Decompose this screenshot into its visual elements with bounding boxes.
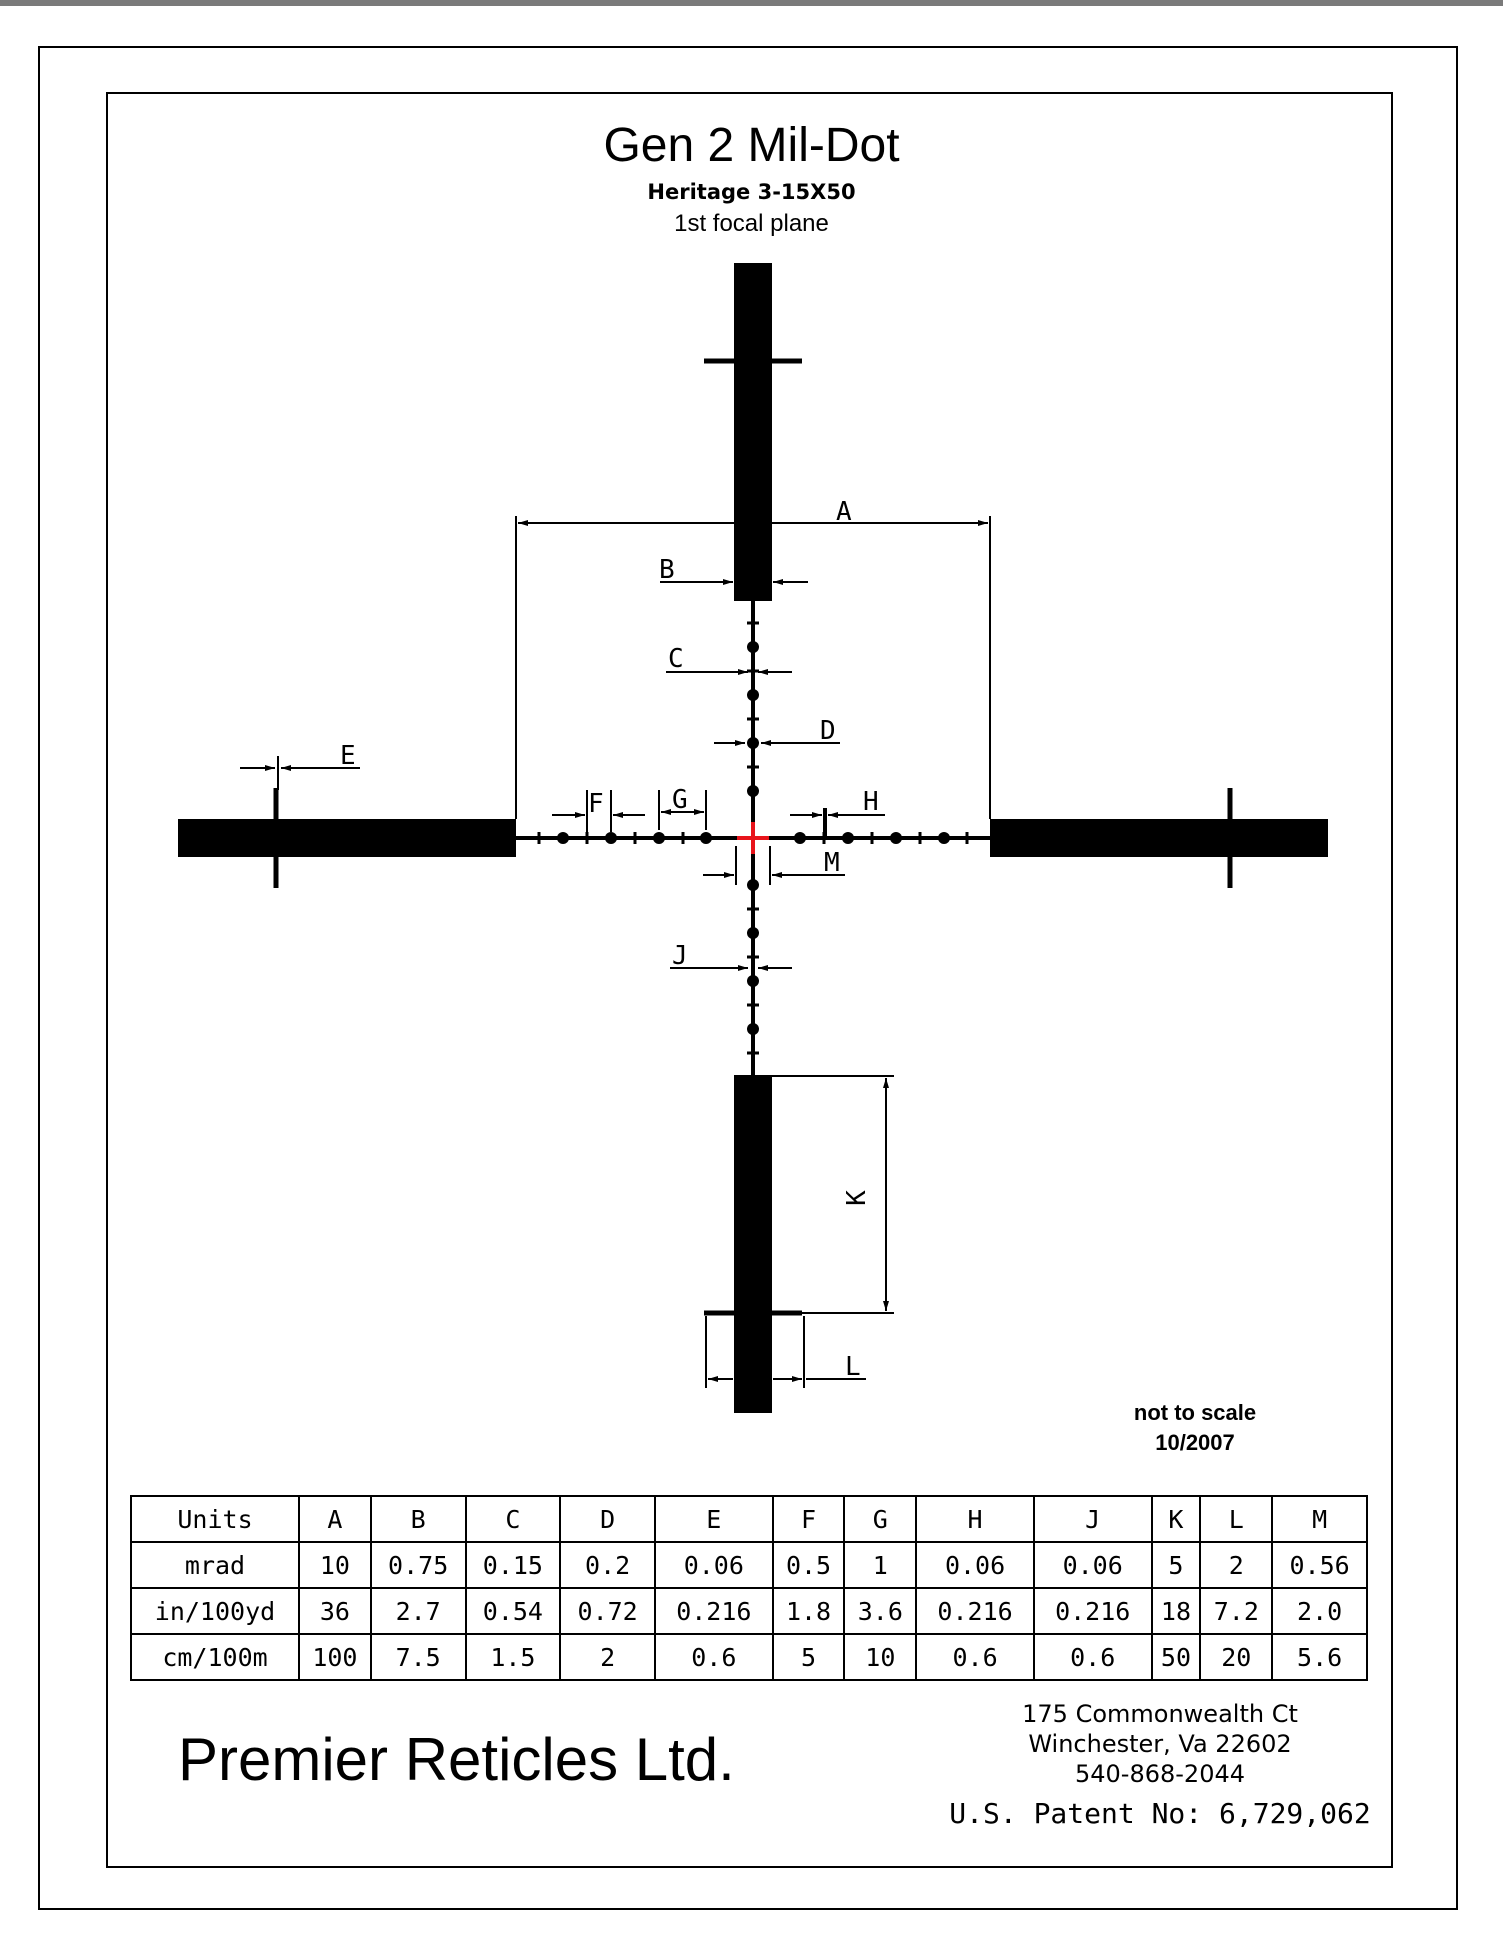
- spec-cell: 3.6: [844, 1588, 916, 1634]
- center-cross: [737, 822, 769, 854]
- spec-header-cell: K: [1152, 1496, 1201, 1542]
- dim-k: [772, 1076, 894, 1313]
- company-name: Premier Reticles Ltd.: [178, 1726, 735, 1793]
- dim-label-d: D: [820, 716, 836, 746]
- spec-header-cell: L: [1200, 1496, 1272, 1542]
- post-left: [178, 819, 516, 857]
- dim-label-b: B: [659, 555, 675, 585]
- spec-cell: 5.6: [1272, 1634, 1367, 1680]
- spec-cell: 50: [1152, 1634, 1201, 1680]
- spec-cell: 0.06: [916, 1542, 1034, 1588]
- spec-cell: 10: [844, 1634, 916, 1680]
- spec-cell: 0.6: [916, 1634, 1034, 1680]
- focal-plane-label: 1st focal plane: [674, 210, 829, 237]
- dim-label-h: H: [863, 787, 879, 817]
- spec-cell: 0.6: [1034, 1634, 1152, 1680]
- post-bottom: [734, 1075, 772, 1413]
- dim-label-e: E: [340, 741, 356, 771]
- date-note: 10/2007: [1155, 1430, 1235, 1455]
- spec-cell: 0.15: [466, 1542, 561, 1588]
- dim-label-l: L: [845, 1352, 861, 1382]
- dim-label-f: F: [588, 789, 604, 819]
- spec-header-cell: A: [299, 1496, 371, 1542]
- spec-cell: 7.2: [1200, 1588, 1272, 1634]
- spec-header-cell: E: [655, 1496, 773, 1542]
- spec-header-cell: H: [916, 1496, 1034, 1542]
- model-name: Heritage 3-15X50: [647, 180, 856, 204]
- spec-cell: 0.72: [560, 1588, 655, 1634]
- spec-table-header-row: [131, 1496, 1367, 1542]
- not-to-scale-note: not to scale: [1133, 1400, 1257, 1425]
- spec-cell: 0.06: [1034, 1542, 1152, 1588]
- spec-header-cell: G: [844, 1496, 916, 1542]
- dim-label-a: A: [836, 497, 852, 527]
- spec-cell: 0.06: [655, 1542, 773, 1588]
- spec-cell: 0.5: [773, 1542, 845, 1588]
- dim-label-g: G: [672, 785, 688, 815]
- spec-cell: in/100yd: [131, 1588, 299, 1634]
- spec-cell: 18: [1152, 1588, 1201, 1634]
- spec-header-cell: D: [560, 1496, 655, 1542]
- spec-cell: 0.56: [1272, 1542, 1367, 1588]
- spec-cell: 20: [1200, 1634, 1272, 1680]
- dim-label-m: M: [824, 848, 840, 878]
- spec-cell: 7.5: [371, 1634, 466, 1680]
- spec-cell: cm/100m: [131, 1634, 299, 1680]
- spec-cell: 0.2: [560, 1542, 655, 1588]
- spec-table: [130, 1495, 1368, 1681]
- spec-cell: 2.7: [371, 1588, 466, 1634]
- spec-cell: 36: [299, 1588, 371, 1634]
- spec-cell: 0.216: [655, 1588, 773, 1634]
- spec-cell: 0.75: [371, 1542, 466, 1588]
- spec-header-cell: F: [773, 1496, 845, 1542]
- spec-header-cell: B: [371, 1496, 466, 1542]
- spec-header-cell: M: [1272, 1496, 1367, 1542]
- spec-cell: 5: [1152, 1542, 1201, 1588]
- spec-header-cell: C: [466, 1496, 561, 1542]
- spec-table-row: [131, 1588, 1367, 1634]
- spec-cell: 0.54: [466, 1588, 561, 1634]
- address-street: 175 Commonwealth Ct: [1022, 1700, 1298, 1728]
- spec-cell: 1.8: [773, 1588, 845, 1634]
- post-right: [990, 819, 1328, 857]
- phone-number: 540-868-2044: [1074, 1760, 1245, 1788]
- spec-header-cell: Units: [131, 1496, 299, 1542]
- spec-cell: 0.216: [1034, 1588, 1152, 1634]
- spec-cell: 2: [1200, 1542, 1272, 1588]
- spec-cell: 0.216: [916, 1588, 1034, 1634]
- spec-cell: 100: [299, 1634, 371, 1680]
- dim-label-j: J: [672, 941, 688, 971]
- spec-table-row: [131, 1634, 1367, 1680]
- spec-cell: 10: [299, 1542, 371, 1588]
- spec-cell: 1.5: [466, 1634, 561, 1680]
- post-top: [734, 263, 772, 601]
- dim-label-k: K: [842, 1190, 872, 1206]
- spec-cell: 0.6: [655, 1634, 773, 1680]
- address-city: Winchester, Va 22602: [1028, 1730, 1292, 1758]
- spec-table-row: [131, 1542, 1367, 1588]
- dim-l: [706, 1316, 866, 1388]
- spec-cell: mrad: [131, 1542, 299, 1588]
- dim-label-c: C: [668, 644, 684, 674]
- spec-cell: 1: [844, 1542, 916, 1588]
- diagram-title: Gen 2 Mil-Dot: [603, 119, 900, 172]
- patent-number: U.S. Patent No: 6,729,062: [949, 1797, 1371, 1830]
- spec-cell: 2: [560, 1634, 655, 1680]
- spec-cell: 5: [773, 1634, 845, 1680]
- spec-header-cell: J: [1034, 1496, 1152, 1542]
- spec-cell: 2.0: [1272, 1588, 1367, 1634]
